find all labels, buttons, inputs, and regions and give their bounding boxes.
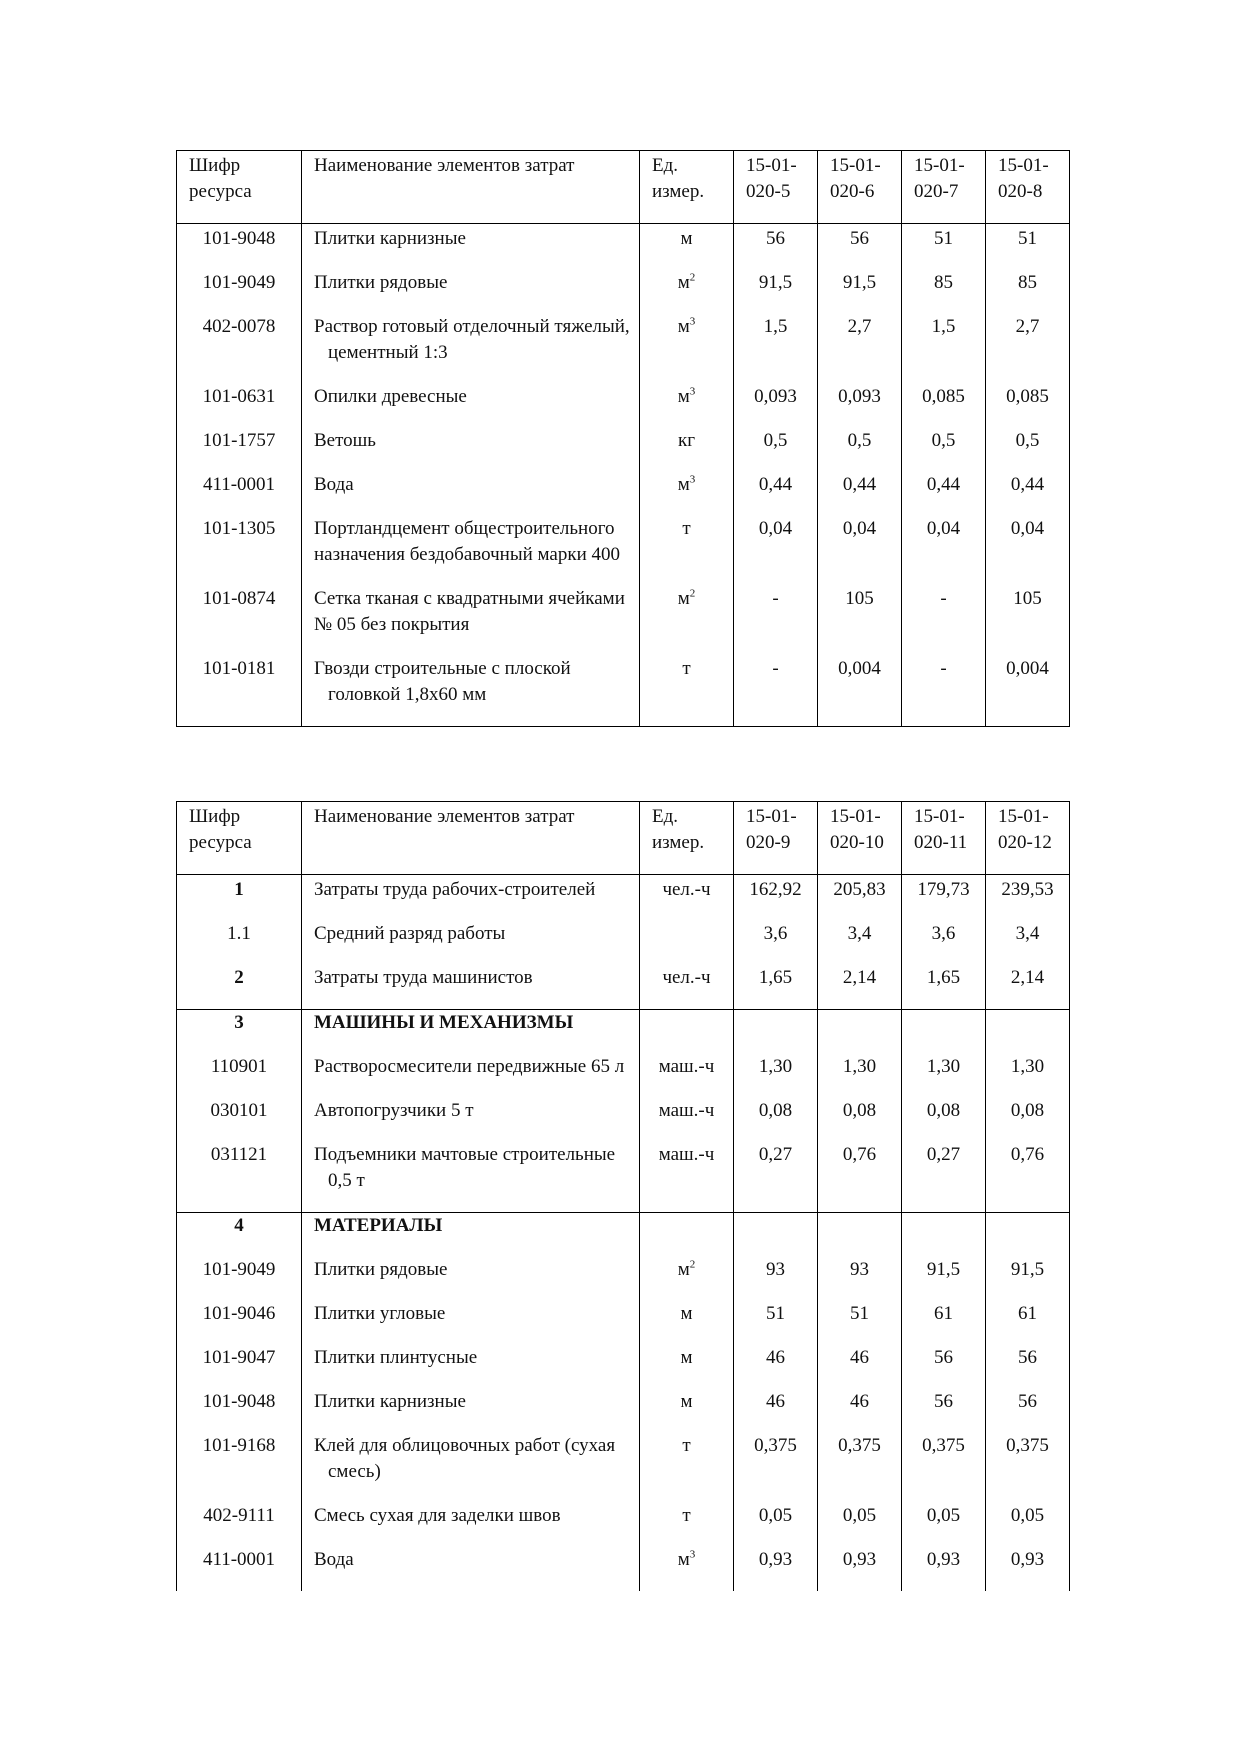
cell-code: 4 [177,1213,302,1258]
cell-name [302,1433,640,1503]
cell-unit: $м^3$ [640,314,734,384]
table-row [177,384,1070,428]
cell-name-text: Раствор готовый отделочный тяжелый, цементный 1:3 [314,316,630,363]
header-col-4: 15-01-020-8 [986,151,1070,224]
cell-name [302,314,640,384]
cell-unit: т [640,516,734,586]
cell-value-2: 46 [818,1389,902,1433]
table-row [177,1547,1070,1591]
table-row [177,656,1070,727]
cell-value-4: 0,08 [986,1098,1070,1142]
cell-unit: $м^3$ [640,1547,734,1591]
cell-name [302,965,640,1010]
table-row [177,1213,1070,1258]
cell-name [302,1301,640,1345]
cell-value-2: 0,05 [818,1503,902,1547]
cell-value-3: 61 [902,1301,986,1345]
header-unit: Ед. измер. [640,802,734,875]
cell-name-text: Вода [314,1549,354,1570]
cell-value-3: 91,5 [902,1257,986,1301]
cell-value-3: 0,44 [902,472,986,516]
cell-code: 101-9168 [177,1433,302,1503]
cell-code: 1 [177,875,302,922]
cell-name-text: МАТЕРИАЛЫ [314,1215,443,1236]
cell-code: 402-9111 [177,1503,302,1547]
cell-name-text: Плитки плинтусные [314,1347,478,1368]
cell-value-4: 0,5 [986,428,1070,472]
cell-value-3: 1,65 [902,965,986,1010]
cell-value-1: 1,65 [734,965,818,1010]
cell-value-1: 1,5 [734,314,818,384]
cell-name-text: Плитки рядовые [314,1259,448,1280]
cell-value-3: 179,73 [902,875,986,922]
cell-value-3: 0,085 [902,384,986,428]
cell-value-2: 205,83 [818,875,902,922]
cell-value-4 [986,1213,1070,1258]
cell-name [302,1010,640,1055]
cell-code: 101-9048 [177,224,302,271]
cell-value-2: 2,14 [818,965,902,1010]
cell-unit: м [640,224,734,271]
cell-value-4: 61 [986,1301,1070,1345]
cell-name [302,656,640,727]
cell-value-2 [818,1010,902,1055]
table-row [177,224,1070,271]
cell-unit [640,921,734,965]
header-unit: Ед. измер. [640,151,734,224]
header-code: Шифр ресурса [177,151,302,224]
cell-unit: $м^3$ [640,384,734,428]
cell-value-2: 91,5 [818,270,902,314]
unit-exponent: 2 [689,587,696,600]
cell-unit: маш.-ч [640,1054,734,1098]
table-row [177,921,1070,965]
cell-unit: м [640,1301,734,1345]
cell-value-1: 56 [734,224,818,271]
cell-value-4: 0,05 [986,1503,1070,1547]
cell-value-2: 0,5 [818,428,902,472]
cell-code: 101-0631 [177,384,302,428]
cell-value-2: 93 [818,1257,902,1301]
cell-value-4: 2,7 [986,314,1070,384]
cell-name-text: МАШИНЫ И МЕХАНИЗМЫ [314,1012,574,1033]
cell-value-2: 56 [818,224,902,271]
cell-value-1: 91,5 [734,270,818,314]
cell-value-4: 239,53 [986,875,1070,922]
header-col-1: 15-01-020-9 [734,802,818,875]
cell-unit: т [640,1503,734,1547]
cell-value-4: 0,085 [986,384,1070,428]
cell-value-1: - [734,586,818,656]
cell-value-3: 0,04 [902,516,986,586]
cell-value-1: 1,30 [734,1054,818,1098]
cell-name-text: Опилки древесные [314,386,467,407]
cell-name-text: Вода [314,474,354,495]
cell-unit: м [640,1345,734,1389]
header-name: Наименование элементов затрат [302,802,640,875]
cell-value-4 [986,1010,1070,1055]
cell-value-3: 0,93 [902,1547,986,1591]
table-row [177,1257,1070,1301]
table-row [177,1389,1070,1433]
cell-value-2: 46 [818,1345,902,1389]
cell-value-4: 2,14 [986,965,1070,1010]
table-row [177,1301,1070,1345]
cell-value-4: 85 [986,270,1070,314]
cell-unit: т [640,1433,734,1503]
cell-value-1 [734,1213,818,1258]
cell-value-2: 0,375 [818,1433,902,1503]
cell-name [302,1213,640,1258]
cell-code: 411-0001 [177,472,302,516]
cell-code: 2 [177,965,302,1010]
cell-unit: $м^2$ [640,1257,734,1301]
cell-name-text: Клей для облицовочных работ (сухая смесь) [314,1435,616,1482]
cell-value-3: 0,5 [902,428,986,472]
cell-name [302,921,640,965]
cell-code: 110901 [177,1054,302,1098]
unit-exponent: 3 [689,473,696,486]
cell-name [302,472,640,516]
header-col-1: 15-01-020-5 [734,151,818,224]
cell-code: 030101 [177,1098,302,1142]
cell-value-1: 0,5 [734,428,818,472]
table-row [177,1503,1070,1547]
header-col-3: 15-01-020-11 [902,802,986,875]
cell-unit: т [640,656,734,727]
cell-name [302,875,640,922]
table-row [177,516,1070,586]
cell-code: 101-1757 [177,428,302,472]
cell-value-3 [902,1010,986,1055]
cell-value-4: 51 [986,224,1070,271]
cell-unit [640,1010,734,1055]
cell-value-1: 0,08 [734,1098,818,1142]
header-col-2: 15-01-020-6 [818,151,902,224]
cell-value-3: 85 [902,270,986,314]
cell-unit [640,1213,734,1258]
cell-value-1: 51 [734,1301,818,1345]
table-row [177,1010,1070,1055]
cell-value-3: - [902,656,986,727]
cell-code: 1.1 [177,921,302,965]
cell-name [302,428,640,472]
cell-value-2: 0,04 [818,516,902,586]
cell-value-3: 1,5 [902,314,986,384]
table-row [177,875,1070,922]
cell-value-3: 51 [902,224,986,271]
cell-value-3 [902,1213,986,1258]
cell-name [302,1142,640,1213]
header-code: Шифр ресурса [177,802,302,875]
cell-value-2: 105 [818,586,902,656]
cell-value-4: 105 [986,586,1070,656]
cell-value-2 [818,1213,902,1258]
cell-value-1: 0,04 [734,516,818,586]
header-name: Наименование элементов затрат [302,151,640,224]
cell-value-1: 0,44 [734,472,818,516]
cell-name-text: Средний разряд работы [314,923,506,944]
cell-value-2: 0,93 [818,1547,902,1591]
cell-value-3: 0,375 [902,1433,986,1503]
resource-table-1 [176,150,1070,727]
cell-value-1: 0,27 [734,1142,818,1213]
cell-value-2: 1,30 [818,1054,902,1098]
table-row [177,472,1070,516]
unit-exponent: 2 [689,1258,696,1271]
cell-name-text: Затраты труда рабочих-строителей [314,879,596,900]
cell-name-text: Плитки карнизные [314,228,466,249]
table-row [177,1054,1070,1098]
cell-value-3: 0,08 [902,1098,986,1142]
cell-name-text: Затраты труда машинистов [314,967,533,988]
cell-code: 031121 [177,1142,302,1213]
cell-unit: $м^2$ [640,586,734,656]
cell-name-text: Плитки рядовые [314,272,448,293]
cell-value-4: 0,04 [986,516,1070,586]
cell-code: 411-0001 [177,1547,302,1591]
cell-value-1: 0,93 [734,1547,818,1591]
cell-value-2: 0,44 [818,472,902,516]
cell-unit: м [640,1389,734,1433]
cell-value-2: 0,08 [818,1098,902,1142]
unit-exponent: 2 [689,271,696,284]
table-row [177,270,1070,314]
header-col-4: 15-01-020-12 [986,802,1070,875]
cell-value-1: - [734,656,818,727]
cell-value-4: 0,44 [986,472,1070,516]
cell-name-text: Портландцемент общестроительного назначения бездобавочный марки 400 [314,518,621,565]
cell-value-4: 3,4 [986,921,1070,965]
cell-unit: маш.-ч [640,1098,734,1142]
table-row [177,1142,1070,1213]
table-row [177,314,1070,384]
cell-value-3: 56 [902,1345,986,1389]
cell-value-3: - [902,586,986,656]
cell-name-text: Сетка тканая с квадратными ячейками № 05 без покрытия [314,588,625,635]
cell-value-4: 0,375 [986,1433,1070,1503]
cell-name [302,224,640,271]
cell-unit: $м^3$ [640,472,734,516]
cell-value-4: 0,76 [986,1142,1070,1213]
cell-code: 101-1305 [177,516,302,586]
cell-name [302,1257,640,1301]
unit-exponent: 3 [689,385,696,398]
cell-code: 402-0078 [177,314,302,384]
table-header-row [177,151,1070,224]
cell-name-text: Плитки угловые [314,1303,446,1324]
cell-value-4: 56 [986,1389,1070,1433]
table-row [177,428,1070,472]
cell-name-text: Смесь сухая для заделки швов [314,1505,561,1526]
unit-exponent: 3 [689,315,696,328]
cell-value-3: 0,27 [902,1142,986,1213]
cell-value-1 [734,1010,818,1055]
table-row [177,965,1070,1010]
cell-value-1: 0,093 [734,384,818,428]
cell-code: 3 [177,1010,302,1055]
cell-value-4: 0,004 [986,656,1070,727]
cell-value-1: 162,92 [734,875,818,922]
cell-name-text: Плитки карнизные [314,1391,466,1412]
cell-value-1: 0,05 [734,1503,818,1547]
cell-value-1: 0,375 [734,1433,818,1503]
cell-unit: маш.-ч [640,1142,734,1213]
cell-value-1: 93 [734,1257,818,1301]
cell-name [302,1054,640,1098]
cell-value-2: 0,093 [818,384,902,428]
cell-code: 101-9049 [177,1257,302,1301]
cell-value-2: 0,76 [818,1142,902,1213]
cell-value-4: 56 [986,1345,1070,1389]
cell-name [302,516,640,586]
cell-value-2: 2,7 [818,314,902,384]
cell-name-text: Гвозди строительные с плоской головкой 1,8х60 мм [314,658,571,705]
cell-value-2: 3,4 [818,921,902,965]
cell-name-text: Автопогрузчики 5 т [314,1100,474,1121]
cell-name-text: Растворосмесители передвижные 65 л [314,1056,625,1077]
cell-code: 101-9047 [177,1345,302,1389]
cell-value-4: 0,93 [986,1547,1070,1591]
resource-table-2 [176,801,1070,1591]
cell-value-1: 46 [734,1389,818,1433]
cell-code: 101-9048 [177,1389,302,1433]
table-row [177,1345,1070,1389]
cell-value-3: 3,6 [902,921,986,965]
table-row [177,1098,1070,1142]
cell-code: 101-0874 [177,586,302,656]
cell-unit: чел.-ч [640,875,734,922]
table-row [177,1433,1070,1503]
cell-name [302,1503,640,1547]
cell-name-text: Ветошь [314,430,376,451]
unit-exponent: 3 [689,1548,696,1561]
cell-unit: $м^2$ [640,270,734,314]
cell-name [302,384,640,428]
cell-value-2: 0,004 [818,656,902,727]
cell-name-text: Подъемники мачтовые строительные 0,5 т [314,1144,616,1191]
header-col-2: 15-01-020-10 [818,802,902,875]
cell-code: 101-0181 [177,656,302,727]
cell-value-1: 46 [734,1345,818,1389]
cell-value-3: 56 [902,1389,986,1433]
cell-name [302,586,640,656]
cell-value-4: 1,30 [986,1054,1070,1098]
cell-unit: чел.-ч [640,965,734,1010]
table-row [177,586,1070,656]
cell-value-4: 91,5 [986,1257,1070,1301]
cell-unit: кг [640,428,734,472]
cell-value-3: 1,30 [902,1054,986,1098]
cell-name [302,270,640,314]
cell-value-1: 3,6 [734,921,818,965]
cell-code: 101-9049 [177,270,302,314]
cell-value-3: 0,05 [902,1503,986,1547]
cell-name [302,1547,640,1591]
cell-name [302,1389,640,1433]
header-col-3: 15-01-020-7 [902,151,986,224]
cell-name [302,1098,640,1142]
cell-name [302,1345,640,1389]
cell-code: 101-9046 [177,1301,302,1345]
cell-value-2: 51 [818,1301,902,1345]
table-header-row [177,802,1070,875]
